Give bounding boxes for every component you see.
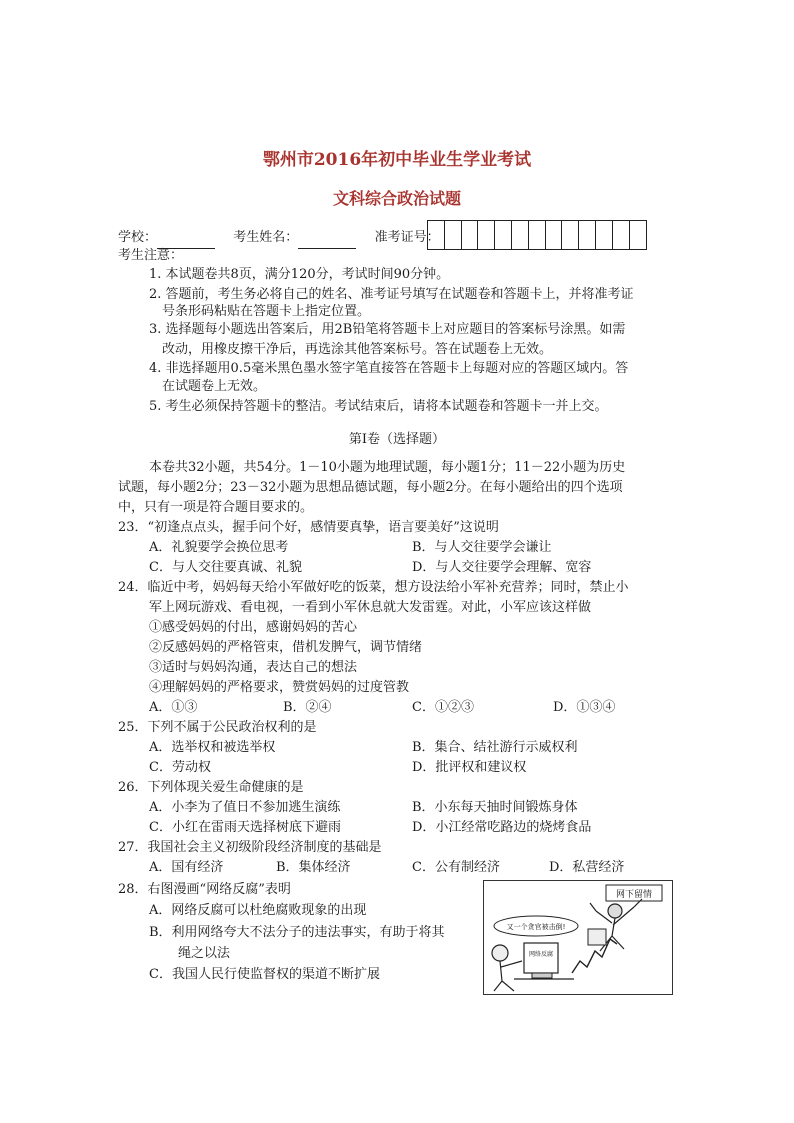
- note-line: 改动，用橡皮擦干净后，再选涂其他答案标号。答在试题卷上无效。: [162, 342, 553, 357]
- option: A．网络反腐可以杜绝腐败现象的出现: [149, 903, 367, 918]
- option: B．利用网络夸大不法分子的违法事实，有助于将其: [149, 925, 445, 940]
- option: A．国有经济: [149, 860, 224, 875]
- question-stem: 26．下列体现关爱生命健康的是: [118, 780, 304, 795]
- option: A．礼貌要学会换位思考: [149, 540, 289, 555]
- note-line: 2. 答题前，考生务必将自己的姓名、准考证号填写在试题卷和答题卡上，并将准考证: [149, 287, 634, 302]
- question-stem: 27．我国社会主义初级阶段经济制度的基础是: [118, 840, 382, 855]
- option: C．公有制经济: [412, 860, 500, 875]
- section-intro: 试题，每小题2分；23－32小题为思想品德试题，每小题2分。在每小题给出的四个选项: [118, 480, 623, 495]
- cartoon-bubble-text: 又一个贪官被击倒!: [506, 923, 566, 931]
- option: D．与人交往要学会理解、宽容: [412, 560, 592, 575]
- name-label: 考生姓名：: [233, 230, 299, 245]
- option: C．①②③: [412, 700, 474, 715]
- section-intro: 本卷共32小题，共54分。1－10小题为地理试题，每小题1分；11－22小题为历史: [149, 460, 626, 475]
- option: D．①③④: [553, 700, 616, 715]
- note-line: 在试题卷上无效。: [162, 379, 267, 394]
- option: B．②④: [283, 700, 332, 715]
- note-line: 号条形码粘贴在答题卡上指定位置。: [162, 304, 371, 319]
- statement: ③适时与妈妈沟通，表达自己的想法: [149, 660, 358, 675]
- exam-id-boxes[interactable]: [427, 220, 647, 250]
- section-title: 第Ⅰ卷（选择题）: [348, 432, 446, 447]
- question-stem: 军上网玩游戏、看电视，一看到小军休息就大发雷霆。对此，小军应该这样做: [149, 600, 592, 615]
- option: 绳之以法: [178, 946, 231, 961]
- question-stem: 24．临近中考，妈妈每天给小军做好吃的饭菜，想方设法给小军补充营养；同时，禁止小: [118, 580, 629, 595]
- statement: ④理解妈妈的严格要求，赞赏妈妈的过度管教: [149, 680, 410, 695]
- statement: ①感受妈妈的付出，感谢妈妈的苦心: [149, 620, 358, 635]
- option: D．批评权和建议权: [412, 760, 527, 775]
- option: B．集合、结社游行示威权利: [412, 740, 578, 755]
- option: A．①③: [149, 700, 198, 715]
- name-field[interactable]: [298, 232, 356, 249]
- cartoon-illustration: [484, 881, 672, 994]
- question-stem: 23．“初逢点点头，握手问个好，感情要真挚，语言要美好”这说明: [118, 520, 499, 535]
- note-line: 4. 非选择题用0.5毫米黑色墨水签字笔直接答在答题卡上每题对应的答题区域内。答: [149, 361, 629, 376]
- school-label: 学校：: [118, 230, 158, 245]
- exam-subtitle: 文科综合政治试题: [332, 189, 461, 208]
- statement: ②反感妈妈的严格管束，借机发脾气，调节情绪: [149, 640, 423, 655]
- option: B．小东每天抽时间锻炼身体: [412, 800, 578, 815]
- option: D．私营经济: [549, 860, 625, 875]
- option: C．小红在雷雨天选择树底下避雨: [149, 820, 341, 835]
- note-line: 3. 选择题每小题选出答案后，用2B铅笔将答题卡上对应题目的答案标号涂黑。如需: [149, 322, 626, 337]
- option: D．小江经常吃路边的烧烤食品: [412, 820, 592, 835]
- section-intro: 中，只有一项是符合题目要求的。: [118, 500, 314, 515]
- note-line: 5. 考生必须保持答题卡的整洁。考试结束后，请将本试题卷和答题卡一并上交。: [149, 399, 608, 414]
- option: C．我国人民行使监督权的渠道不断扩展: [149, 967, 380, 982]
- question-stem: 25．下列不属于公民政治权利的是: [118, 720, 317, 735]
- notes-heading: 考生注意：: [118, 248, 184, 263]
- option: C．与人交往要真诚、礼貌: [149, 560, 302, 575]
- question-stem: 28．右图漫画“网络反腐”表明: [118, 882, 291, 897]
- id-label: 准考证号：: [374, 230, 440, 245]
- option: A．选举权和被选举权: [149, 740, 276, 755]
- exam-title: 鄂州市2016年初中毕业生学业考试: [262, 150, 532, 170]
- option: B．集体经济: [276, 860, 351, 875]
- cartoon-network-anticorruption: [483, 880, 673, 995]
- option: B．与人交往要学会谦让: [412, 540, 552, 555]
- option: A．小李为了值日不参加逃生演练: [149, 800, 341, 815]
- cartoon-sign-text: 网下留情: [615, 890, 653, 900]
- option: C．劳动权: [149, 760, 211, 775]
- note-line: 1. 本试题卷共8页，满分120分，考试时间90分钟。: [149, 267, 450, 282]
- cartoon-screen-text: 网络反腐: [528, 951, 554, 958]
